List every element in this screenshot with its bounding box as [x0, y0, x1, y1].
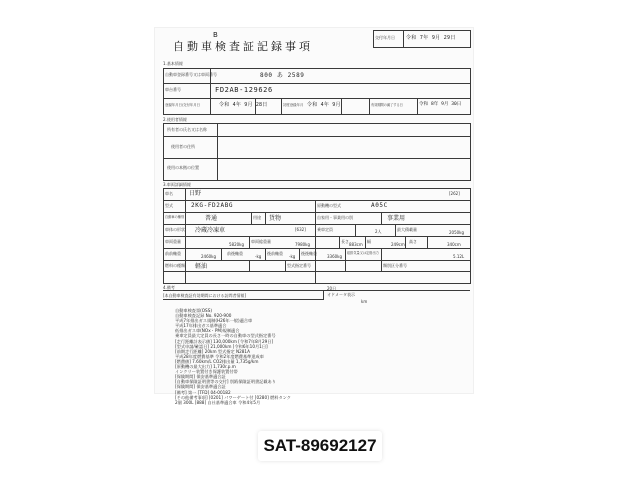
stock-number-label: SAT-89692127: [258, 431, 382, 461]
fuel-label: 燃料の種類: [165, 263, 185, 268]
model-value: 2KG-FD2ABG: [191, 202, 234, 209]
remarks-line: 平成7年排出ガス規制(H26年一般)適合車: [175, 318, 253, 324]
remarks-line: 乗車定員最大定員の長さ一時の自動車の型式指定番号: [175, 333, 276, 339]
section4-heading: 4.備考: [163, 285, 175, 290]
remarks-line: 自動車検査票(OSS): [175, 308, 213, 313]
length-value: 883cm: [349, 242, 363, 247]
fuel-value: 軽油: [195, 263, 208, 270]
remarks-line: 低排出ガス車(NOx・PM)規制適合: [175, 328, 240, 334]
width-label: 幅: [367, 239, 371, 244]
type-cert-label: 型式指定番号: [287, 263, 311, 268]
maker-value: 日野: [189, 190, 202, 197]
front-rear-axle-label: 前後軸重: [227, 251, 243, 256]
print-date-label: 交付年月日: [375, 35, 395, 40]
gross-weight-label: 車両総重量: [251, 239, 271, 244]
capacity-label: 乗車定員: [317, 227, 333, 232]
car-type-value: 普通: [205, 215, 218, 222]
remarks-line: [型式申請/確認日] 21,000km [令和6年10月1日]: [175, 343, 268, 349]
max-load-label: 最大積載量: [397, 227, 417, 232]
odometer-value: km: [361, 299, 368, 304]
remarks-line: [走行距離計表示値] 130,000km [令和7年8月29日]: [175, 338, 274, 344]
owner-label: 所有者の氏名又は名称: [167, 127, 207, 132]
front-axle-value: 2460kg: [201, 254, 217, 259]
max-load-value: 2050kg: [449, 230, 465, 235]
first-registration-value: 令和 4年 9月 28日: [219, 102, 268, 108]
height-value: 340cm: [447, 242, 461, 247]
remarks-line: [保険期間] 保安基準適合証: [175, 384, 226, 390]
document-title: 自動車検査証記録事項: [173, 40, 313, 53]
length-label: 長さ: [341, 239, 349, 244]
model-label: 型式: [165, 203, 173, 208]
remarks-line: 平成28年度燃費基準 令和2年度燃費基準達成車: [175, 353, 264, 359]
car-type-label: 自動車の種別: [165, 215, 185, 219]
maker-label: 車名: [165, 191, 173, 196]
front-axle-label: 前前軸重: [165, 251, 181, 256]
displacement-value: 5.12L: [453, 254, 465, 259]
usage-label: 用途: [253, 215, 261, 220]
body-value: 冷蔵冷凍車: [195, 227, 226, 234]
front-rear-axle-value: -kg: [255, 254, 262, 259]
print-date-value: 令和 7年 9月 29日: [406, 35, 456, 41]
remarks-line: [その他備考事項] [0201] パワーゲート付 [0280] 燃料タンク: [175, 394, 291, 400]
weight-value: 5820kg: [229, 242, 245, 247]
body-label: 車体の形状: [165, 227, 185, 232]
expiry-value: 令和 8年 9月 30日: [419, 102, 462, 107]
width-value: 249cm: [391, 242, 405, 247]
private-business-value: 事業用: [387, 215, 406, 222]
vin-value: FD2AB-129626: [215, 86, 273, 94]
category-label: 類別区分番号: [383, 263, 407, 268]
rear-front-axle-value: -kg: [289, 254, 296, 259]
registration-number-label: 自動車登録番号又は車両番号: [165, 72, 217, 77]
capacity-value: 2人: [375, 229, 382, 234]
registration-number-value: 800 あ 2589: [260, 72, 305, 79]
remarks-line: [備考] 第一 [TFD] 04-00182: [175, 389, 231, 395]
first-year-value: 令和 4年 9月: [307, 102, 341, 108]
gross-weight-value: 7980kg: [295, 242, 311, 247]
visitor-info-heading: [本自動車検査証有効期間における訪問者情報]: [163, 293, 247, 298]
private-business-label: 自家用・事業用の別: [317, 215, 353, 220]
first-registration-label: 登録年月日/交付年月日: [165, 103, 201, 107]
remarks-line: 2個 300L [888] 自社基準適合車 令和4年5月: [175, 399, 261, 405]
engine-model-label: 原動機の型式: [317, 203, 341, 208]
engine-model-value: A05C: [371, 202, 388, 209]
rear-axle-value: 3360kg: [327, 254, 343, 259]
rear-front-axle-label: 後前軸重: [267, 251, 283, 256]
displacement-label: 総排気量又は定格出力: [347, 251, 379, 255]
remarks-notes: [175, 308, 365, 405]
usage-value: 貨物: [269, 215, 282, 222]
section2-heading: 2.使用者情報: [163, 117, 187, 122]
weight-label: 車両重量: [165, 239, 181, 244]
remarks-line: [保険期間] 保安基準適合証: [175, 374, 226, 380]
expiry-label: 有効期間の満了する日: [371, 103, 403, 107]
user-address-label: 使用者の住所: [171, 144, 195, 149]
height-label: 高さ: [409, 239, 417, 244]
user-info-table: [163, 123, 471, 181]
section3-heading: 3.車両詳細情報: [163, 182, 191, 187]
remarks-line: [前期走行距離] 20km 型式指定 N281A: [175, 348, 250, 354]
remarks-line: 自動車検査記録 No. 920-900: [175, 313, 232, 319]
remarks-line: [自動車保険証明書等の交付] 別紙保険証明書記載あり: [175, 379, 276, 385]
remarks-line: [原動機の最大出力] 1,730r.p.m: [175, 364, 236, 370]
base-location-label: 使用の本拠の位置: [167, 165, 199, 170]
odometer-label: オドメータ表示: [327, 292, 355, 297]
document-letter: B: [213, 31, 218, 39]
vin-label: 車台番号: [165, 87, 181, 92]
rear-axle-label: 後後軸重: [301, 251, 317, 256]
first-year-label: 初度登録年月: [283, 103, 304, 107]
inspection-certificate-sheet: [155, 28, 473, 405]
remarks-line: 平成17年排出ガス基準適合: [175, 323, 227, 329]
remarks-line: [燃費値] 7.60km/L CO2排出量 1,735g/km: [175, 358, 259, 364]
body-code: [632]: [295, 227, 306, 232]
odometer-date: 20日: [327, 286, 337, 291]
maker-code: [262]: [449, 191, 460, 196]
remarks-line: インクリー装置付き保護装置付帯: [175, 369, 238, 375]
section1-heading: 1.基本情報: [163, 61, 183, 66]
